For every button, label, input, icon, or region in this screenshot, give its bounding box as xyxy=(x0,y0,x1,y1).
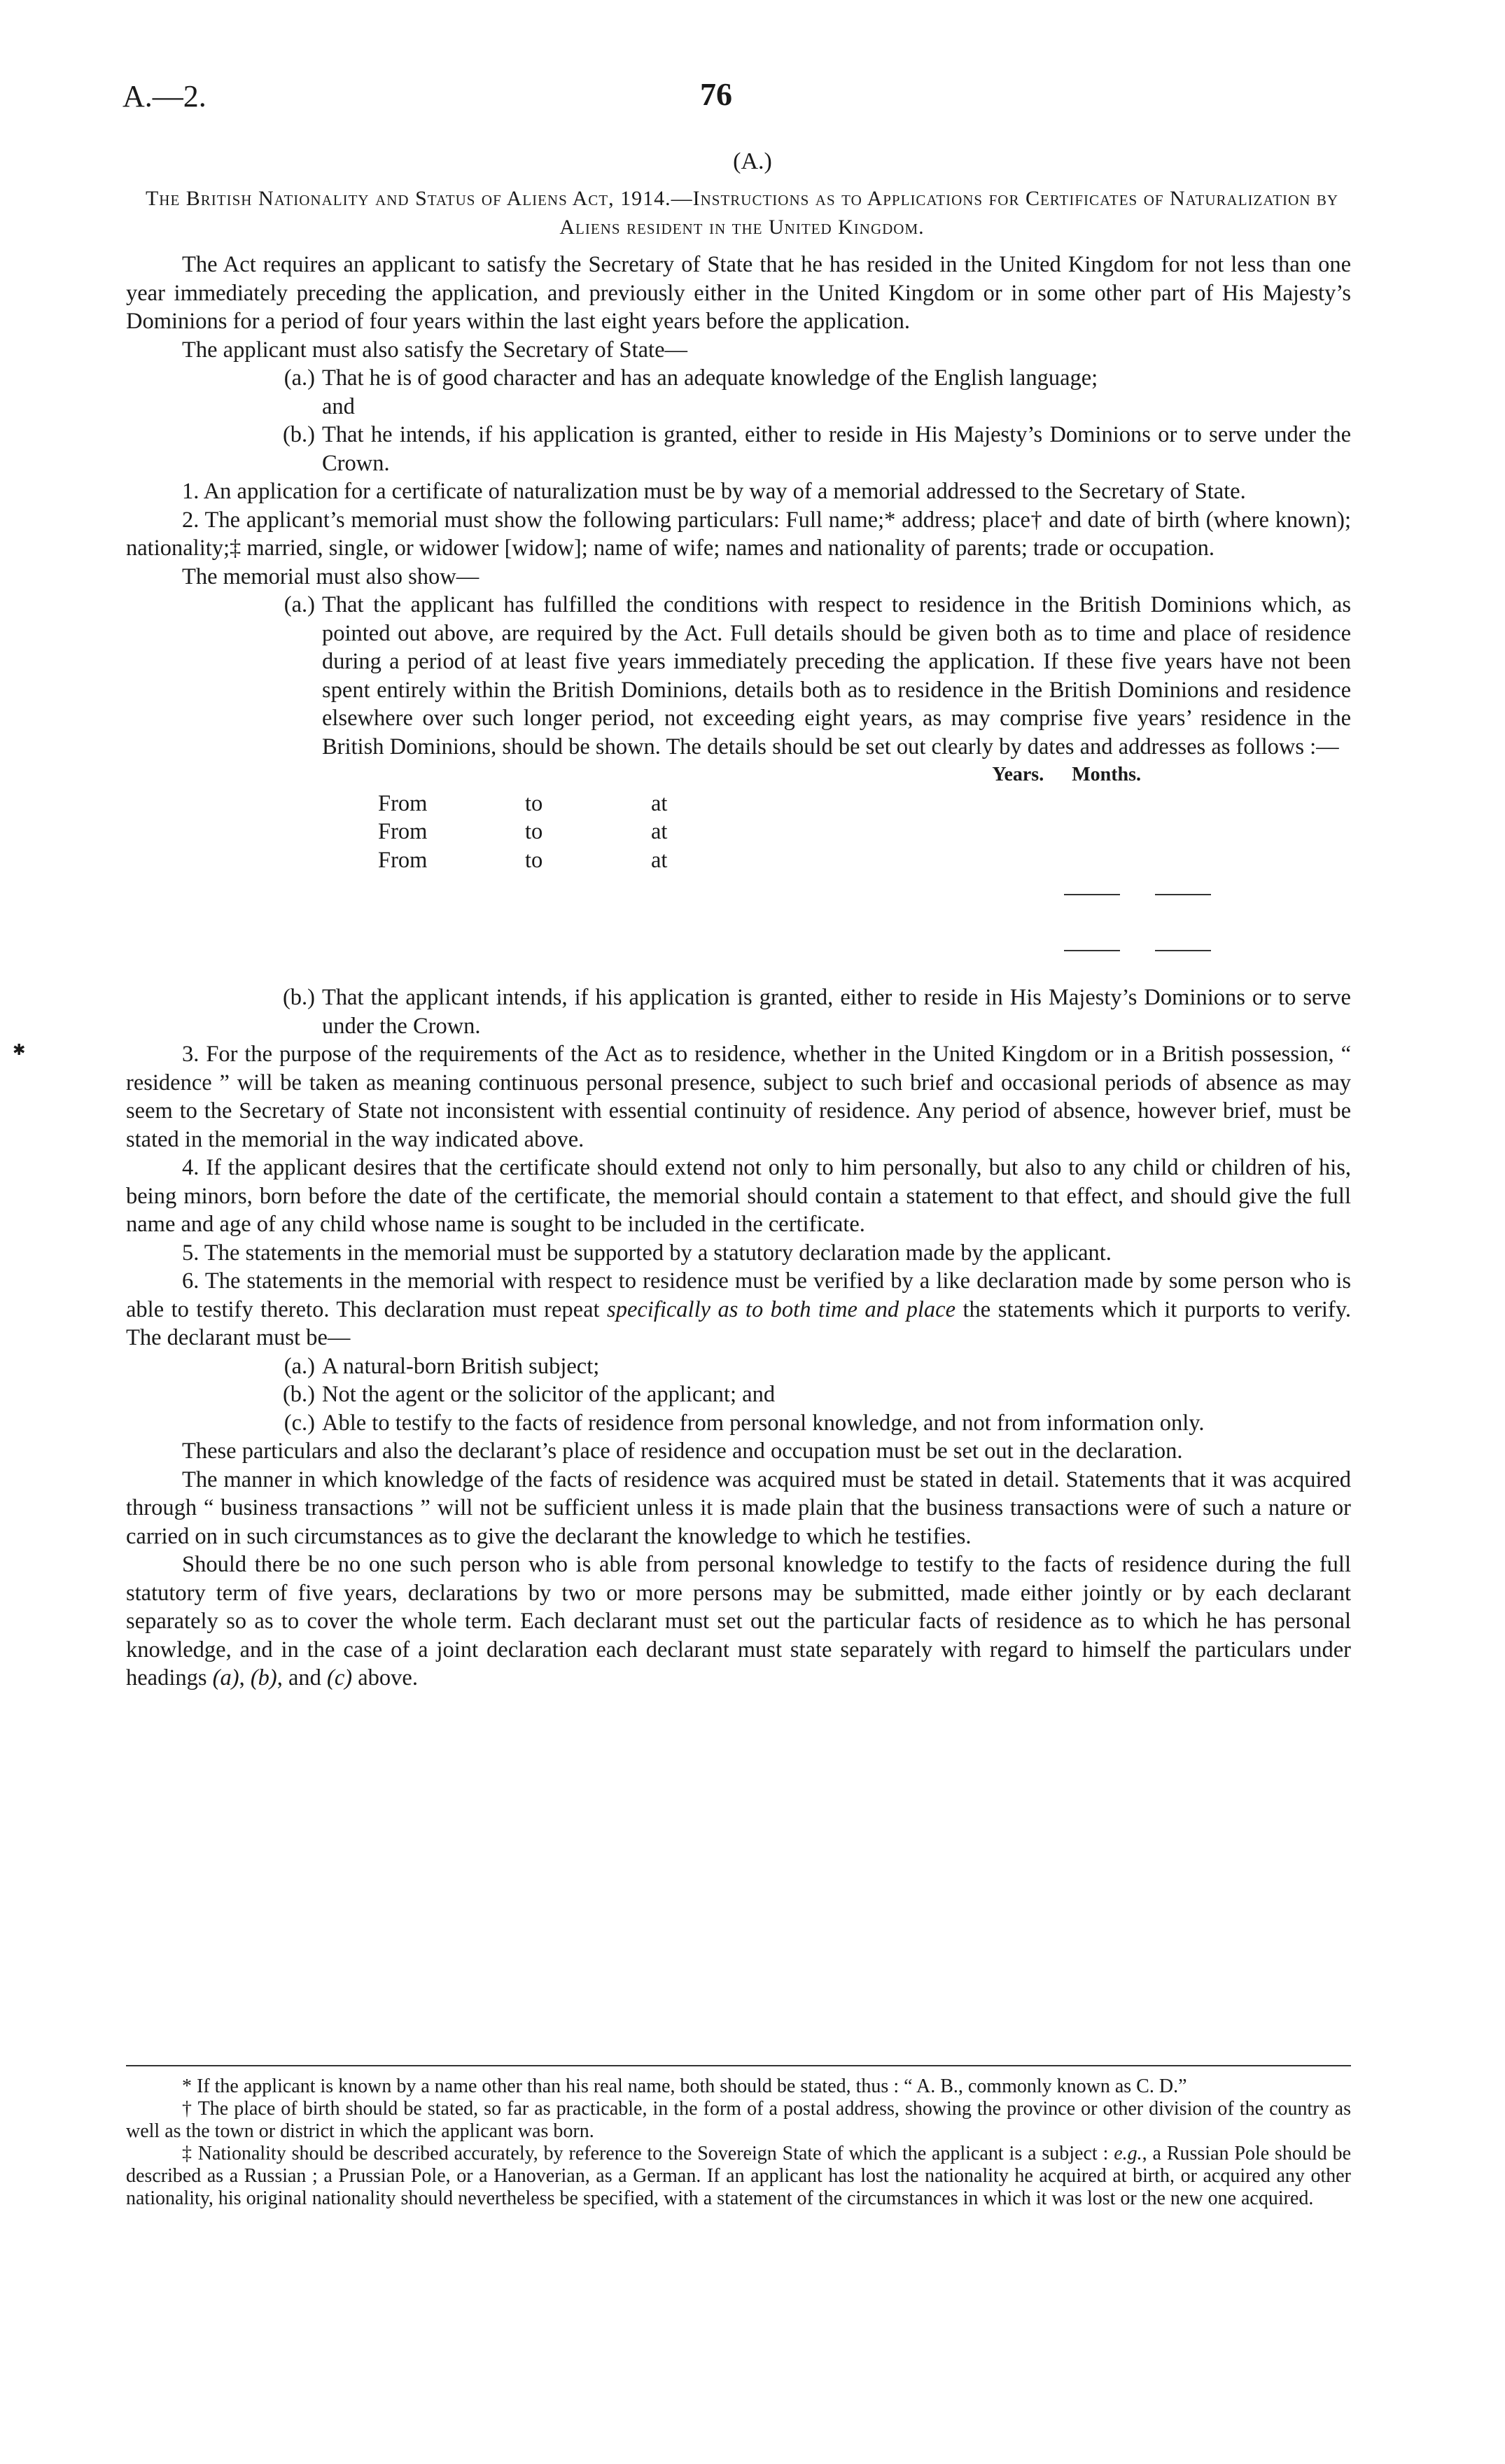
show-item-b xyxy=(126,983,1351,1040)
residence-row xyxy=(126,790,1351,818)
paragraph-7: These particulars and also the declarant’s place of residence and occupation must be set out in the declaration. xyxy=(182,1438,1183,1464)
residence-column-headers xyxy=(126,761,1351,790)
footnote-rule xyxy=(126,2065,1351,2066)
paragraph-5: 5. The statements in the memorial must be supported by a statutory declaration made by the applicant. xyxy=(182,1240,1112,1266)
paragraph-2: 2. The applicant’s memorial must show the following particulars: Full name;* address; place† and date of birth (where known); nationality;‡ married, single, or widower [widow]; name of wife; names and nationality of parents; trade or occupation. xyxy=(126,507,1351,561)
footnotes xyxy=(126,2076,1351,2210)
show-item-a-label: (a.) xyxy=(284,592,315,617)
paragraph-9 xyxy=(126,1550,1351,1693)
residence-row xyxy=(126,818,1351,846)
paragraph-1: 1. An application for a certificate of naturalization must be by way of a memorial addressed to the Secretary of State. xyxy=(182,479,1246,504)
sum-lines xyxy=(126,929,1351,983)
years-column-header: Years. xyxy=(992,764,1044,785)
condition-b-text: That he intends, if his application is granted, either to reside in His Majesty’s Dominions or to serve under the Crown. xyxy=(322,422,1351,476)
paragraph-6-end: the statements which it purports to verify. The declarant must be— xyxy=(126,1296,1352,1350)
paragraph-6 xyxy=(126,1267,1351,1352)
condition-a xyxy=(126,364,1351,393)
paragraph-9-text: Should there be no one such person who is able from personal knowledge to testify to the facts of residence during the full statutory term of five years, declarations by two or more persons may be submitted, made either jointly or by each declarant separately so as to cover the whole term. Each declarant must set out the particular facts of residence as to which he has personal knowledge, and in the case of a joint declaration each declarant must state separately with regard to himself the particulars under headings xyxy=(126,1552,1351,1690)
condition-b xyxy=(126,421,1351,477)
declarant-item-b-text: Not the agent or the solicitor of the applicant; and xyxy=(322,1382,776,1407)
document-reference: A.—2. xyxy=(122,79,206,113)
footnote-double-dagger-end: , a Russian Pole should be described as a Russian ; a Prussian Pole, or a Hanoverian, as a German. If an applicant has lost the nationality he acquired at birth, or acquired any other nationality, his original nationality should nevertheless be specified, with a statement of the circumstances in which it was lost or the new one acquired. xyxy=(126,2143,1351,2209)
paragraph-6-start: 6. The statements in the memorial with respect to residence must be verified by a like declaration made by some person who is able to testify thereto. This declaration must repeat xyxy=(126,1268,1351,1322)
footnote-double-dagger-start: ‡ Nationality should be described accurately, by reference to the Sovereign State of which the applicant is a subject : xyxy=(182,2143,1109,2164)
show-item-b-label: (b.) xyxy=(282,985,315,1010)
total-lines xyxy=(126,874,1351,929)
residence-row xyxy=(126,846,1351,875)
declarant-item-a-text: A natural-born British subject; xyxy=(322,1353,600,1379)
memorial-show-paragraph: The memorial must also show— xyxy=(182,564,479,589)
heading-ref-b: (b) xyxy=(250,1665,277,1690)
declarant-item-b-label: (b.) xyxy=(282,1382,315,1407)
years-sum-line xyxy=(1064,950,1120,951)
footnote-dagger: † The place of birth should be stated, so far as practicable, in the form of a postal address, showing the province or other division of the country as well as the town or district in which the applicant was born. xyxy=(126,2098,1351,2142)
declarant-item-a xyxy=(126,1352,1351,1381)
margin-mark: ✱ xyxy=(13,1041,26,1058)
heading-ref-separator: , and xyxy=(276,1665,321,1690)
paragraph-9-end: above. xyxy=(358,1665,418,1690)
condition-b-label: (b.) xyxy=(282,422,315,447)
show-item-b-text: That the applicant intends, if his application is granted, either to reside in His Majesty’s Dominions or to serve under the Crown. xyxy=(322,985,1351,1039)
residence-to: to xyxy=(525,790,543,816)
declarant-item-c xyxy=(126,1409,1351,1438)
heading-ref-a: (a) xyxy=(212,1665,239,1690)
appendix-marker: (A.) xyxy=(733,148,772,174)
heading-ref-separator: , xyxy=(239,1665,245,1690)
footnote-star: * If the applicant is known by a name other than his real name, both should be stated, thus : “ A. B., commonly known as C. D.” xyxy=(182,2076,1187,2097)
declarant-item-c-text: Able to testify to the facts of residence from personal knowledge, and not from information only. xyxy=(322,1410,1205,1436)
document-title: The British Nationality and Status of Aliens Act, 1914.—Instructions as to Applications for Certificates of Naturalization by Aliens resident in the United Kingdom. xyxy=(145,187,1339,239)
months-total-line xyxy=(1155,894,1211,895)
paragraph-8: The manner in which knowledge of the facts of residence was acquired must be stated in detail. Statements that it was acquired through “ business transactions ” will not be sufficient unless it is made plain that the business transactions were of such a nature or carried on in such circumstances as to give the declarant the knowledge to which he testifies. xyxy=(126,1466,1351,1549)
residence-to: to xyxy=(525,819,543,844)
declarant-item-a-label: (a.) xyxy=(284,1353,315,1379)
condition-a-label: (a.) xyxy=(284,365,315,391)
paragraph-3: 3. For the purpose of the requirements of the Act as to residence, whether in the United Kingdom or in a British possession, “ residence ” will be taken as meaning continuous personal presence, subject to such brief and occasional periods of absence as may seem to the Secretary of State not inconsistent with essential continuity of residence. Any period of absence, however brief, must be stated in the memorial in the way indicated above. xyxy=(126,1042,1351,1152)
residence-to: to xyxy=(525,847,543,873)
months-column-header: Months. xyxy=(1072,764,1141,785)
declarant-item-c-label: (c.) xyxy=(284,1410,315,1436)
show-item-a-text: That the applicant has fulfilled the conditions with respect to residence in the British Dominions which, as pointed out above, are required by the Act. Full details should be given both as to time and place of residence during a period of at least five years immediately preceding the application. If these five years have not been spent entirely within the British Dominions, details both as to residence in the British Dominions and residence elsewhere over such longer period, not exceeding eight years, as may comprise five years’ residence in the British Dominions, should be shown. The details should be set out clearly by dates and addresses as follows :— xyxy=(322,592,1351,760)
document-body xyxy=(126,251,1351,1693)
residence-at: at xyxy=(651,819,668,844)
paragraph-4: 4. If the applicant desires that the certificate should extend not only to him personally, but also to any child or children of his, being minors, born before the date of the certificate, the memorial should contain a statement to that effect, and should give the full name and age of any child whose name is sought to be included in the certificate. xyxy=(126,1155,1351,1237)
declarant-item-b xyxy=(126,1380,1351,1409)
heading-ref-c: (c) xyxy=(327,1665,353,1690)
paragraph-6-emphasis: specifically as to both time and place xyxy=(607,1296,955,1322)
also-satisfy-paragraph: The applicant must also satisfy the Secretary of State— xyxy=(182,337,688,363)
years-total-line xyxy=(1064,894,1120,895)
page-number: 76 xyxy=(700,76,732,112)
footnote-double-dagger xyxy=(126,2143,1351,2210)
footnote-double-dagger-eg: e.g. xyxy=(1114,2143,1142,2164)
residence-at: at xyxy=(651,790,668,816)
show-item-a xyxy=(126,591,1351,761)
residence-at: at xyxy=(651,847,668,873)
residence-from: From xyxy=(378,847,428,873)
condition-and: and xyxy=(322,393,355,419)
residence-from: From xyxy=(378,790,428,816)
residence-from: From xyxy=(378,819,428,844)
intro-paragraph: The Act requires an applicant to satisfy the Secretary of State that he has resided in the United Kingdom for not less than one year immediately preceding the application, and previously either in the United Kingdom or in some other part of His Majesty’s Dominions for a period of four years within the last eight years before the application. xyxy=(126,252,1351,334)
condition-a-text: That he is of good character and has an adequate knowledge of the English language; xyxy=(322,365,1098,391)
months-sum-line xyxy=(1155,950,1211,951)
